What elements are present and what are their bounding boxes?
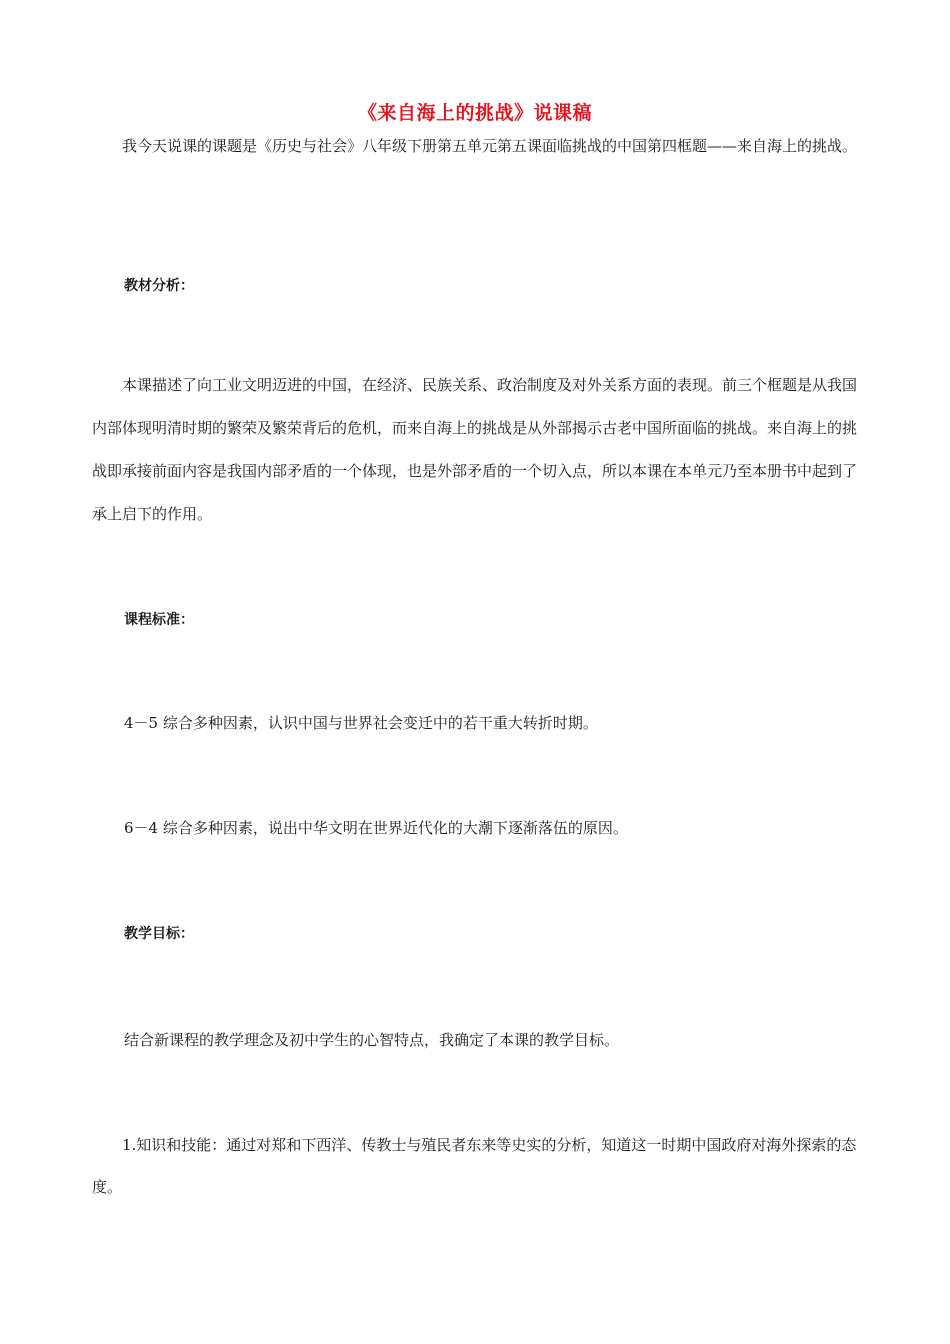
- section-heading-textbook-analysis: 教材分析：: [124, 278, 194, 294]
- curriculum-standard-item: 6－4 综合多种因素，说出中华文明在世界近代化的大潮下逐渐落伍的原因。: [124, 819, 628, 837]
- teaching-objective-knowledge-skills: 1.知识和技能：通过对郑和下西洋、传教士与殖民者东来等史实的分析，知道这一时期中国政府对海外探索的态度。: [92, 1136, 857, 1196]
- teaching-objectives-intro: 结合新课程的教学理念及初中学生的心智特点，我确定了本课的教学目标。: [124, 1031, 620, 1049]
- curriculum-standard-item: 4－5 综合多种因素，认识中国与世界社会变迁中的若干重大转折时期。: [124, 714, 598, 732]
- section-heading-curriculum-standard: 课程标准：: [124, 612, 194, 628]
- textbook-analysis-paragraph: 本课描述了向工业文明迈进的中国，在经济、民族关系、政治制度及对外关系方面的表现。前三个框题是从我国内部体现明清时期的繁荣及繁荣背后的危机，而来自海上的挑战是从外部揭示古老中国所面临的挑战。来自海上的挑战即承接前面内容是我国内部矛盾的一个体现，也是外部矛盾的一个切入点，所以本课在本单元乃至本册书中起到了承上启下的作用。: [92, 376, 858, 523]
- section-heading-teaching-objectives: 教学目标：: [124, 926, 194, 942]
- intro-paragraph: 我今天说课的课题是《历史与社会》八年级下册第五单元第五课面临挑战的中国第四框题——来自海上的挑战。: [122, 137, 858, 155]
- document-title: 《来自海上的挑战》说课稿: [357, 102, 592, 124]
